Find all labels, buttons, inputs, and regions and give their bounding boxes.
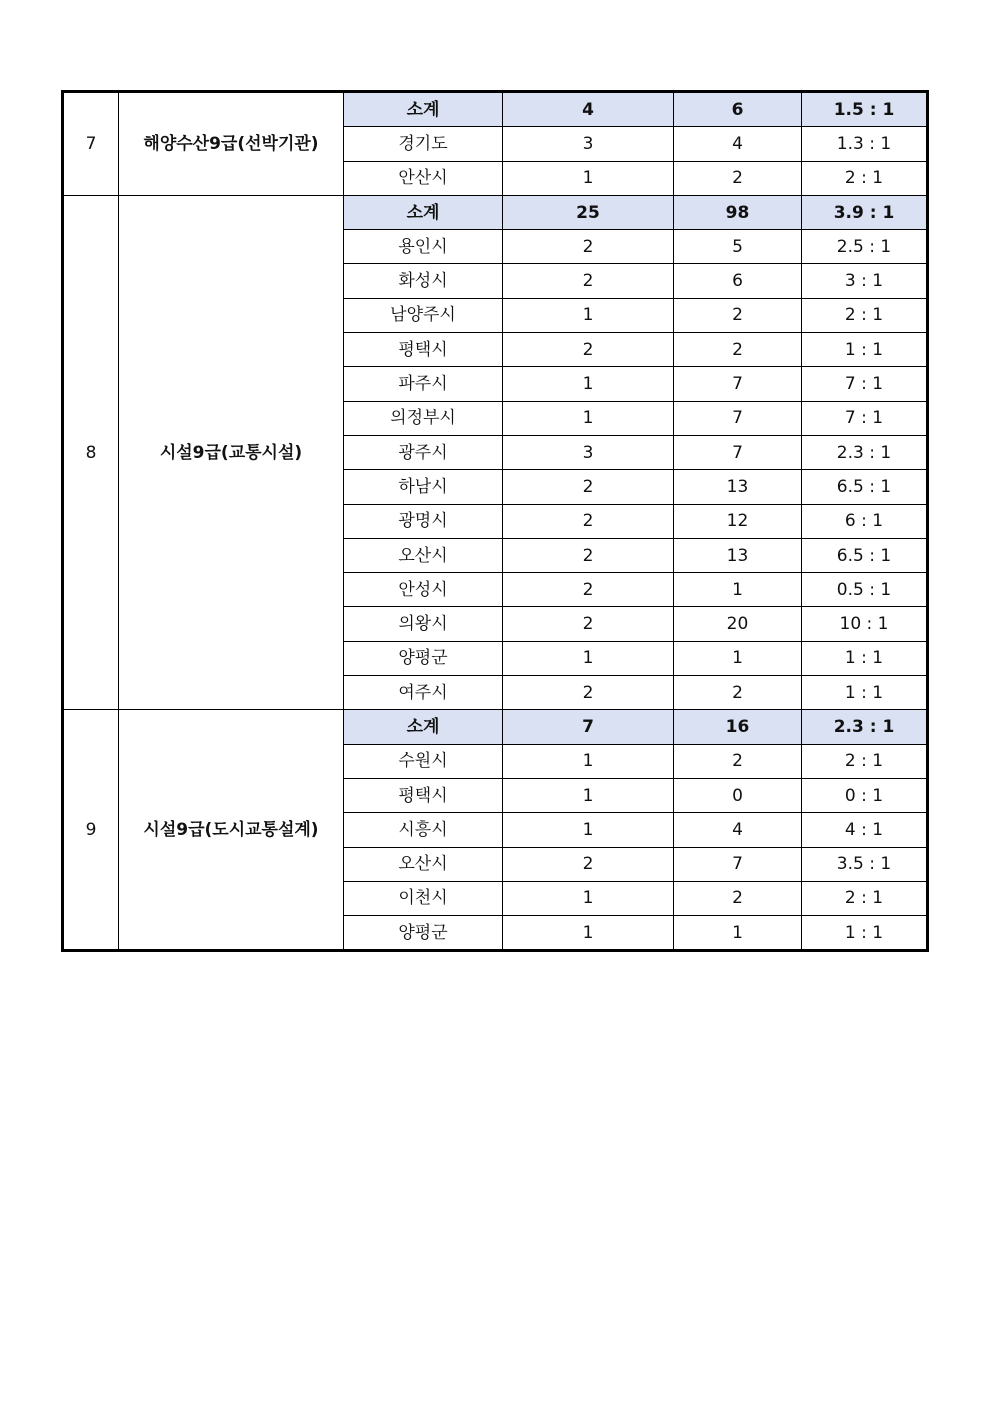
ratio-cell: 1 : 1 bbox=[802, 333, 928, 367]
quota-cell: 2 bbox=[503, 333, 674, 367]
region-cell: 광주시 bbox=[344, 435, 503, 469]
quota-cell: 2 bbox=[503, 573, 674, 607]
job-title: 시설9급(도시교통설계) bbox=[119, 710, 344, 951]
region-cell: 안성시 bbox=[344, 573, 503, 607]
region-cell: 평택시 bbox=[344, 333, 503, 367]
ratio-cell: 2 : 1 bbox=[802, 298, 928, 332]
ratio-cell: 0.5 : 1 bbox=[802, 573, 928, 607]
applicants-cell: 12 bbox=[674, 504, 802, 538]
quota-cell: 1 bbox=[503, 916, 674, 951]
region-cell: 오산시 bbox=[344, 847, 503, 881]
applicants-cell: 2 bbox=[674, 744, 802, 778]
applicants-cell: 1 bbox=[674, 916, 802, 951]
region-cell: 용인시 bbox=[344, 230, 503, 264]
ratio-cell: 6.5 : 1 bbox=[802, 470, 928, 504]
quota-cell: 1 bbox=[503, 744, 674, 778]
region-cell: 의왕시 bbox=[344, 607, 503, 641]
region-cell: 화성시 bbox=[344, 264, 503, 298]
ratio-cell: 1 : 1 bbox=[802, 641, 928, 675]
quota-cell: 1 bbox=[503, 813, 674, 847]
quota-cell: 2 bbox=[503, 470, 674, 504]
ratio-cell: 7 : 1 bbox=[802, 401, 928, 435]
quota-cell: 1 bbox=[503, 367, 674, 401]
quota-cell: 2 bbox=[503, 676, 674, 710]
quota-cell: 3 bbox=[503, 127, 674, 161]
applicants-cell: 2 bbox=[674, 676, 802, 710]
applicants-cell: 16 bbox=[674, 710, 802, 744]
subtotal-row bbox=[63, 195, 928, 229]
applicants-cell: 4 bbox=[674, 127, 802, 161]
applicants-cell: 2 bbox=[674, 298, 802, 332]
ratio-cell: 1 : 1 bbox=[802, 676, 928, 710]
applicants-cell: 13 bbox=[674, 470, 802, 504]
quota-cell: 1 bbox=[503, 161, 674, 195]
ratio-cell: 0 : 1 bbox=[802, 778, 928, 812]
quota-cell: 2 bbox=[503, 264, 674, 298]
region-cell: 광명시 bbox=[344, 504, 503, 538]
quota-cell: 25 bbox=[503, 195, 674, 229]
region-cell: 남양주시 bbox=[344, 298, 503, 332]
applicants-cell: 6 bbox=[674, 92, 802, 127]
quota-cell: 2 bbox=[503, 847, 674, 881]
ratio-cell: 7 : 1 bbox=[802, 367, 928, 401]
applicants-cell: 20 bbox=[674, 607, 802, 641]
applicants-cell: 0 bbox=[674, 778, 802, 812]
region-cell: 하남시 bbox=[344, 470, 503, 504]
region-cell: 파주시 bbox=[344, 367, 503, 401]
quota-cell: 1 bbox=[503, 298, 674, 332]
ratio-cell: 1.5 : 1 bbox=[802, 92, 928, 127]
group-number: 8 bbox=[63, 195, 119, 709]
job-title: 해양수산9급(선박기관) bbox=[119, 92, 344, 196]
region-cell: 오산시 bbox=[344, 538, 503, 572]
subtotal-row bbox=[63, 710, 928, 744]
quota-cell: 1 bbox=[503, 778, 674, 812]
ratio-cell: 3.5 : 1 bbox=[802, 847, 928, 881]
table-body bbox=[63, 92, 928, 951]
quota-cell: 3 bbox=[503, 435, 674, 469]
applicants-cell: 1 bbox=[674, 641, 802, 675]
ratio-cell: 3.9 : 1 bbox=[802, 195, 928, 229]
region-cell: 의정부시 bbox=[344, 401, 503, 435]
applicants-cell: 13 bbox=[674, 538, 802, 572]
ratio-cell: 2 : 1 bbox=[802, 161, 928, 195]
ratio-cell: 1 : 1 bbox=[802, 916, 928, 951]
region-cell: 소계 bbox=[344, 195, 503, 229]
group-number: 7 bbox=[63, 92, 119, 196]
region-cell: 소계 bbox=[344, 710, 503, 744]
region-cell: 양평군 bbox=[344, 916, 503, 951]
applicants-cell: 2 bbox=[674, 333, 802, 367]
region-cell: 경기도 bbox=[344, 127, 503, 161]
applicants-cell: 4 bbox=[674, 813, 802, 847]
ratio-cell: 6.5 : 1 bbox=[802, 538, 928, 572]
region-cell: 소계 bbox=[344, 92, 503, 127]
quota-cell: 7 bbox=[503, 710, 674, 744]
quota-cell: 2 bbox=[503, 607, 674, 641]
ratio-cell: 4 : 1 bbox=[802, 813, 928, 847]
ratio-cell: 2.3 : 1 bbox=[802, 435, 928, 469]
applicants-cell: 7 bbox=[674, 367, 802, 401]
region-cell: 시흥시 bbox=[344, 813, 503, 847]
quota-cell: 1 bbox=[503, 401, 674, 435]
applicants-cell: 7 bbox=[674, 401, 802, 435]
quota-cell: 2 bbox=[503, 230, 674, 264]
competition-rate-table bbox=[61, 90, 929, 952]
group-number: 9 bbox=[63, 710, 119, 951]
job-title: 시설9급(교통시설) bbox=[119, 195, 344, 709]
applicants-cell: 7 bbox=[674, 435, 802, 469]
applicants-cell: 5 bbox=[674, 230, 802, 264]
region-cell: 이천시 bbox=[344, 881, 503, 915]
region-cell: 여주시 bbox=[344, 676, 503, 710]
region-cell: 수원시 bbox=[344, 744, 503, 778]
region-cell: 양평군 bbox=[344, 641, 503, 675]
region-cell: 평택시 bbox=[344, 778, 503, 812]
quota-cell: 2 bbox=[503, 538, 674, 572]
quota-cell: 4 bbox=[503, 92, 674, 127]
ratio-cell: 1.3 : 1 bbox=[802, 127, 928, 161]
ratio-cell: 10 : 1 bbox=[802, 607, 928, 641]
ratio-cell: 2.3 : 1 bbox=[802, 710, 928, 744]
region-cell: 안산시 bbox=[344, 161, 503, 195]
ratio-cell: 6 : 1 bbox=[802, 504, 928, 538]
ratio-cell: 3 : 1 bbox=[802, 264, 928, 298]
applicants-cell: 1 bbox=[674, 573, 802, 607]
quota-cell: 1 bbox=[503, 881, 674, 915]
subtotal-row bbox=[63, 92, 928, 127]
applicants-cell: 6 bbox=[674, 264, 802, 298]
ratio-cell: 2 : 1 bbox=[802, 744, 928, 778]
applicants-cell: 98 bbox=[674, 195, 802, 229]
quota-cell: 2 bbox=[503, 504, 674, 538]
applicants-cell: 2 bbox=[674, 161, 802, 195]
applicants-cell: 7 bbox=[674, 847, 802, 881]
quota-cell: 1 bbox=[503, 641, 674, 675]
ratio-cell: 2 : 1 bbox=[802, 881, 928, 915]
ratio-cell: 2.5 : 1 bbox=[802, 230, 928, 264]
applicants-cell: 2 bbox=[674, 881, 802, 915]
